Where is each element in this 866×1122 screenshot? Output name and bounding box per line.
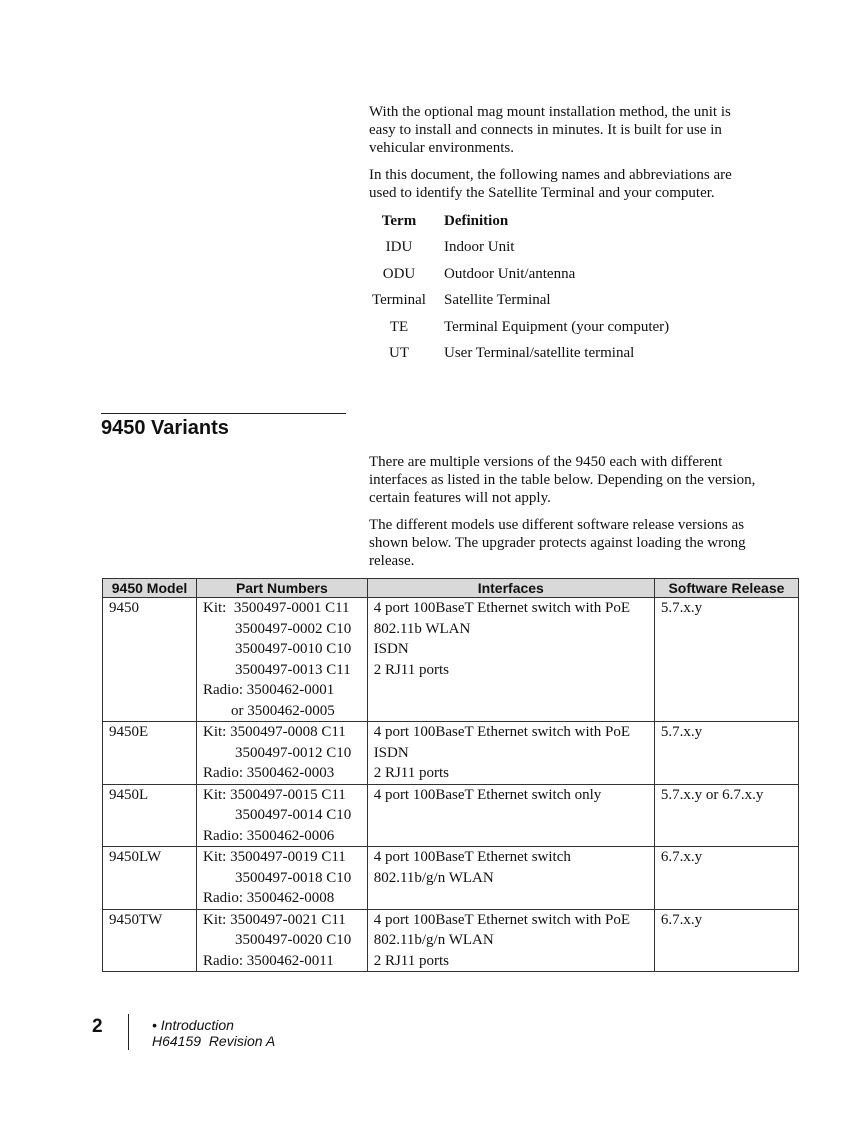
definition-cell: Indoor Unit [444,239,515,256]
term-cell: Terminal [372,292,426,309]
interfaces-cell [367,784,654,847]
parts-cell [197,847,368,910]
part-line: Radio: 3500462-0001 [203,682,335,698]
part-line: 3500497-0013 C11 [235,661,351,678]
footer-text [152,1017,275,1049]
interfaces-cell [367,847,654,910]
header-software-release: Software Release [654,579,798,598]
term-cell: IDU [385,239,413,256]
terms-header-term: Term [381,212,417,229]
parts-cell [197,909,368,972]
part-line: 3500497-0020 C10 [235,932,352,948]
parts-cell [197,784,368,847]
interface-line: 4 port 100BaseT Ethernet switch with PoE [373,600,631,616]
table-row [103,847,799,910]
release-cell: 6.7.x.y [654,909,798,972]
release-cell: 6.7.x.y [654,847,798,910]
part-line: Kit: 3500497-0001 C11 [203,600,350,616]
interface-line: 4 port 100BaseT Ethernet switch only [373,786,602,803]
model-cell: 9450E [103,722,197,785]
interfaces-cell [367,909,654,972]
footer-doc-id: H64159 Revision A [152,1033,276,1049]
part-line: Kit: 3500497-0008 C11 [203,724,346,740]
definition-cell: Outdoor Unit/antenna [444,265,576,282]
release-cell: 5.7.x.y [654,722,798,785]
terms-row [369,288,669,315]
interface-line: 802.11b WLAN [373,620,471,637]
terms-header-row [369,208,669,235]
models-table [102,578,799,972]
part-line: Radio: 3500462-0003 [203,765,335,781]
interface-line: 4 port 100BaseT Ethernet switch [373,849,571,865]
interfaces-cell [367,598,654,722]
part-line: Radio: 3500462-0011 [203,952,334,969]
terms-row [369,341,669,368]
definition-cell: User Terminal/satellite terminal [444,345,635,362]
release-cell: 5.7.x.y [654,598,798,722]
variants-paragraph: There are multiple versions of the 9450 each with different interfaces as listed in the table below. Depending on the version, certain features will not apply. [369,454,756,506]
part-line: Radio: 3500462-0008 [203,890,335,906]
intro-text [369,103,759,211]
interface-line: ISDN [373,744,409,761]
part-line: Kit: 3500497-0019 C11 [203,849,346,865]
term-cell: UT [389,345,409,362]
interface-line: ISDN [373,641,409,657]
term-cell: TE [389,318,409,335]
part-line: Kit: 3500497-0021 C11 [203,911,346,928]
interfaces-cell [367,722,654,785]
variants-paragraph: The different models use different software release versions as shown below. The upgrader protects against loading the wrong release. [369,517,746,569]
model-cell: 9450L [103,784,197,847]
models-header-row [103,579,799,598]
table-row [103,909,799,972]
model-cell: 9450TW [103,909,197,972]
part-line: 3500497-0012 C10 [235,744,352,761]
part-line: 3500497-0010 C10 [235,641,352,657]
terms-table [369,208,669,367]
part-line: Radio: 3500462-0006 [203,827,335,844]
definition-cell: Terminal Equipment (your computer) [444,318,670,335]
part-line: 3500497-0002 C10 [235,620,352,637]
model-cell: 9450LW [103,847,197,910]
part-line: 3500497-0018 C10 [235,869,352,886]
interface-line: 2 RJ11 ports [373,765,449,781]
part-line: 3500497-0014 C10 [235,807,352,823]
interface-line: 4 port 100BaseT Ethernet switch with PoE [373,911,631,928]
intro-paragraph: In this document, the following names and abbreviations are used to identify the Satellite Terminal and your computer. [369,167,732,201]
header-interfaces: Interfaces [367,579,654,598]
interface-line: 802.11b/g/n WLAN [373,869,494,886]
terms-row [369,261,669,288]
part-line: Kit: 3500497-0015 C11 [203,786,346,803]
definition-cell: Satellite Terminal [444,292,551,309]
part-line: or 3500462-0005 [231,702,335,719]
terms-row [369,314,669,341]
table-row [103,784,799,847]
interface-line: 4 port 100BaseT Ethernet switch with PoE [373,724,631,740]
parts-cell [197,722,368,785]
release-cell: 5.7.x.y or 6.7.x.y [654,784,798,847]
footer-divider [128,1014,129,1050]
page-number: 2 [92,1016,103,1037]
table-row [103,598,799,722]
table-row [103,722,799,785]
term-cell: ODU [382,265,416,282]
model-cell: 9450 [103,598,197,722]
footer-chapter: • Introduction [152,1017,234,1033]
intro-paragraph: With the optional mag mount installation method, the unit is easy to install and connects in minutes. It is built for use in vehicular environments. [369,104,731,156]
parts-cell [197,598,368,722]
header-model: 9450 Model [103,579,197,598]
interface-line: 2 RJ11 ports [373,661,449,678]
section-rule [101,413,346,414]
terms-row [369,235,669,262]
interface-line: 802.11b/g/n WLAN [373,932,494,948]
terms-header-definition: Definition [444,212,509,229]
variants-intro [369,453,759,579]
section-heading: 9450 Variants [101,417,229,439]
interface-line: 2 RJ11 ports [373,952,449,969]
header-part-numbers: Part Numbers [197,579,368,598]
